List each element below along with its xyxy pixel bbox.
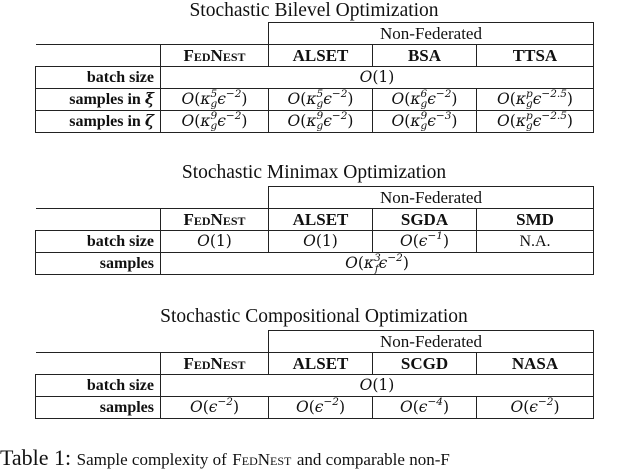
cell-samples-fednest: $O(\epsilon^{-2})$ (161, 397, 269, 419)
cell-samples: $O(\kappa^3_f\epsilon^{-2})$ (161, 253, 594, 275)
blank-corner (36, 331, 269, 353)
col-header-bsa: BSA (373, 45, 477, 67)
cell-xi-bsa: O(κ 6 g $\epsilon^{-2}$) (373, 89, 477, 111)
row-label-samples-zeta: samples in ζ (36, 111, 161, 133)
col-header-scgd: SCGD (373, 353, 477, 375)
cell-xi-alset: O(κ 5 g $\epsilon^{-2}$) (269, 89, 373, 111)
col-header-nasa: NASA (477, 353, 594, 375)
compositional-title: Stochastic Compositional Optimization (160, 306, 468, 327)
cell-batch-fednest: O(1) (161, 231, 269, 253)
blank-corner (36, 187, 269, 209)
row-label-batch-size: batch size (36, 231, 161, 253)
cell-samples-nasa: $O(\epsilon^{-2})$ (477, 397, 594, 419)
col-header-alset: ALSET (269, 45, 373, 67)
cell-xi-ttsa: O(κ p g $\epsilon^{-2.5}$) (477, 89, 594, 111)
row-label-batch-size: batch size (36, 375, 161, 397)
col-header-sgda: SGDA (373, 209, 477, 231)
col-header-alset: ALSET (269, 353, 373, 375)
table-caption (0, 446, 628, 472)
cell-zeta-ttsa: O(κ p g $\epsilon^{-2.5}$) (477, 111, 594, 133)
compositional-table (35, 330, 594, 419)
cell-batch-size: O(1) (161, 375, 594, 397)
cell-zeta-alset: O(κ 9 g $\epsilon^{-2}$) (269, 111, 373, 133)
row-label-samples: samples (36, 253, 161, 275)
cell-samples-alset: $O(\epsilon^{-2})$ (269, 397, 373, 419)
non-federated-header: Non-Federated (269, 331, 594, 353)
col-header-fednest: FedNest (161, 45, 269, 67)
bilevel-table (35, 22, 594, 133)
cell-batch-size: O(1) (161, 67, 594, 89)
caption-text-end: and comparable non-F (296, 450, 450, 469)
cell-batch-sgda: $O(\epsilon^{-1})$ (373, 231, 477, 253)
cell-zeta-fednest: O(κ 9 g $\epsilon^{-2}$) (161, 111, 269, 133)
minimax-table (35, 186, 594, 275)
cell-xi-fednest: O(κ 5 g $\epsilon^{-2}$) (161, 89, 269, 111)
bilevel-title: Stochastic Bilevel Optimization (189, 0, 439, 21)
blank-corner (36, 209, 161, 231)
non-federated-header: Non-Federated (269, 187, 594, 209)
blank-corner (36, 45, 161, 67)
cell-zeta-bsa: O(κ 9 g $\epsilon^{-3}$) (373, 111, 477, 133)
minimax-title: Stochastic Minimax Optimization (181, 162, 447, 183)
row-label-samples: samples (36, 397, 161, 419)
row-label-samples-xi: samples in ξ (36, 89, 161, 111)
col-header-fednest: FedNest (161, 209, 269, 231)
caption-method: FedNest (232, 450, 292, 469)
col-header-fednest: FedNest (161, 353, 269, 375)
cell-samples-scgd: $O(\epsilon^{-4})$ (373, 397, 477, 419)
blank-corner (36, 353, 161, 375)
non-federated-header: Non-Federated (269, 23, 594, 45)
col-header-ttsa: TTSA (477, 45, 594, 67)
blank-corner (36, 23, 269, 45)
cell-batch-alset: O(1) (269, 231, 373, 253)
caption-label: Table 1: (0, 445, 72, 470)
cell-batch-smd: N.A. (477, 231, 594, 253)
row-label-batch-size: batch size (36, 67, 161, 89)
col-header-smd: SMD (477, 209, 594, 231)
caption-text-start: Sample complexity of (76, 450, 227, 469)
col-header-alset: ALSET (269, 209, 373, 231)
